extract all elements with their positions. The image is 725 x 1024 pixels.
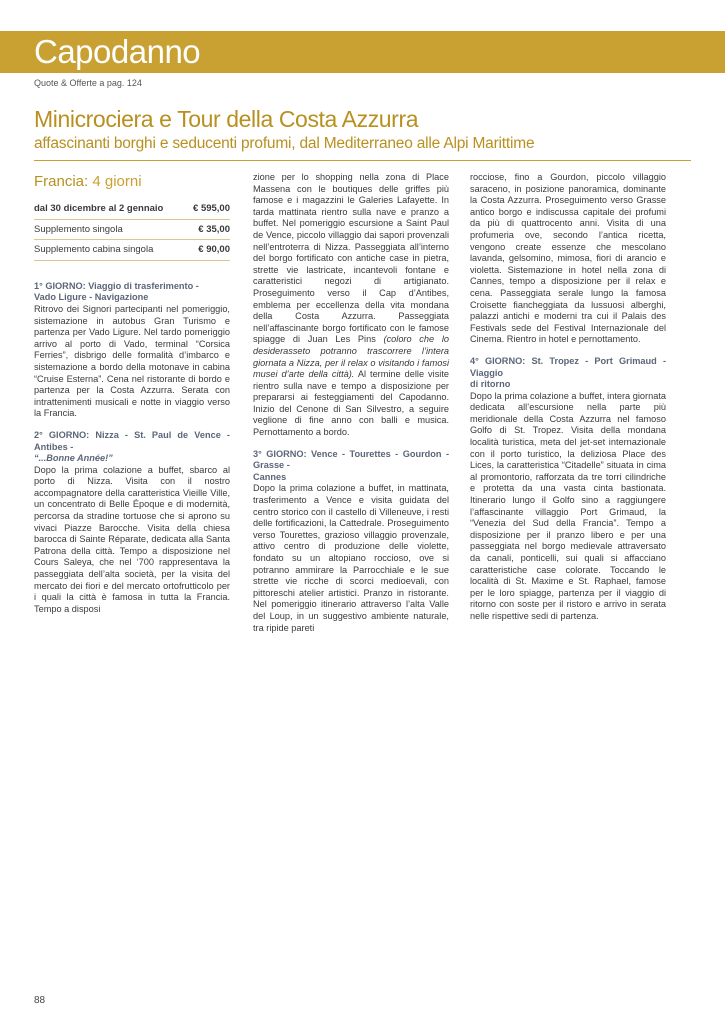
day-2-text-a-continued: zione per lo shopping nella zona di Place Massena con le boutiques delle griffes più famose e i magazzini le Galeries Lafayette. In tarda mattinata rientro sulla nave e pranzo a buffet. Nel pomeriggio escursione a Saint Paul de Vence, piccolo villaggio dai sapori provenzali nell’entroterra di Nizza. Passeggiata all’interno del borgo fortificato con antiche case in pietra, strette vie lastricate, incantevoli fontane e caratteristici negozi di artigianato. Proseguimento verso il Cap d’Antibes, emblema per eccellenza della vita mondana della Costa Azzurra. Passeggiata nell’affascinante borgo fortificato con le famose spiagge di Juan Les Pins: [253, 172, 449, 345]
day-3-title-line-2: Cannes: [253, 471, 287, 482]
price-label: dal 30 dicembre al 2 gennaio: [34, 199, 186, 219]
column-2: [253, 172, 449, 634]
day-2-text-italic: (coloro che lo desiderasseto potranno trascorrere l’intera giornata a Nizza, per il relax o visitando i famosi musei d’arte della città).: [253, 334, 449, 380]
price-value: € 90,00: [186, 240, 230, 261]
day-2-text-part-1: [34, 465, 230, 669]
column-1: [34, 172, 230, 669]
price-row: [34, 199, 230, 219]
duration-value: 4 giorni: [92, 173, 142, 190]
day-3-text-part-1: Dopo la prima colazione a buffet, in mattinata, trasferimento a Vence e visita guidata del centro storico con il castello di Villeneuve, i resti delle fortificazioni, la Cattedrale. Proseguimento verso Tourettes, grazioso villaggio provenzale, attivo centro di produzione delle violette, fondato su un altopiano roccioso, ove si potranno ammirare la Parrocchiale e le sue strette vie ricche di scorci medioevali, con pittoreschi atelier artistici. Pranzo in ristorante. Nel pomeriggio itinerario attraverso l’alta Valle del Loup, in un suggestivo ambiente naturale, tra ripide pareti: [253, 483, 449, 633]
price-label: Supplemento singola: [34, 219, 186, 240]
price-table: [34, 199, 230, 261]
title-divider: [34, 160, 691, 161]
day-2-text-continued: [253, 172, 449, 439]
day-4-title-line-2: di ritorno: [470, 379, 511, 390]
page-number: 88: [34, 995, 46, 1006]
header-banner: [0, 31, 725, 73]
duration-heading: [34, 172, 230, 191]
day-4-title: [470, 356, 666, 391]
price-label: Supplemento cabina singola: [34, 240, 186, 261]
day-4-title-line-1: 4° GIORNO: St. Tropez - Port Grimaud - Viaggio: [470, 355, 666, 378]
price-value: € 595,00: [186, 199, 230, 219]
day-2-title-line-1: 2° GIORNO: Nizza - St. Paul de Vence - Antibes -: [34, 429, 230, 452]
day-2-text-b: Al termine delle visite rientro sulla nave e tempo a disposizione per prepararsi ai festeggiamenti del Capodanno. Inizio del Cenone di San Silvestro, a seguire veglione di fine anno con balli e musica. Pernottamento a bordo.: [253, 369, 449, 438]
day-2-text-a: Dopo la prima colazione a buffet, sbarco al porto di Nizza. Visita con il nostro accompagnatore della caratteristica Vieille Ville, un concentrato di Belle Époque e di modernità, percorsa da stradine tortuose che si aprono su vivaci Piazze Barocche. Visita della chiesa barocca di Sainte Réparate, dedicata alla Santa Patrona della città. Tempo a disposizione nel Cours Saleya, che nel ‘700 rappresentava la passeggiata dell’alta società, per la visita del mercato dei fiori e del mercato ortofrutticolo per i quali la città è famosa in tutta la Francia. Tempo a disposi: [34, 464, 230, 614]
day-3-title-line-1: 3° GIORNO: Vence - Tourettes - Gourdon - Grasse -: [253, 448, 449, 471]
tour-subtitle: affascinanti borghi e seducenti profumi, dal Mediterraneo alle Alpi Marittime: [34, 135, 535, 152]
tour-title: Minicrociera e Tour della Costa Azzurra: [34, 106, 419, 132]
quote-reference: Quote & Offerte a pag. 124: [34, 78, 142, 88]
day-1-title-line-2: Vado Ligure - Navigazione: [34, 292, 149, 303]
day-1-title-line-1: 1° GIORNO: Viaggio di trasferimento -: [34, 280, 199, 291]
duration-prefix: Francia:: [34, 173, 89, 190]
day-1-text: Ritrovo dei Signori partecipanti nel pomeriggio, sistemazione in autobus Gran Turismo e partenza per Vado Ligure. Nel tardo pomeriggio arrivo al porto di Vado, terminal “Corsica Ferries”, disbrigo delle formalità d’imbarco e sistemazione a bordo della motonave in cabina “Cruise Esterna”. Cena nel ristorante di bordo e partenza per la Costa Azzurra. Serata con intrattenimenti musicali e notte in viaggio verso la Francia.: [34, 303, 230, 419]
day-3-text-continued: rocciose, fino a Gourdon, piccolo villaggio saraceno, in posizione panoramica, dominante la Costa Azzurra. Proseguimento verso Grasse antico borgo e indiscussa capitale dei profumi da più di quattrocento anni. Visita di una profumeria ove, secondo l’antica ricetta, vengono create essenze che mescolano lavanda, gelsomino, mimosa, fiori di arancio e violetta. Sistemazione in hotel nella zona di Cannes, tempo a disposizione per il relax e cena. Passeggiata serale lungo la famosa Croisette fiancheggiata da lussuosi alberghi, palazzi antichi e moderni tra cui il Palais des Festivals sede del Festival Internazionale del Cinema. Rientro in hotel e pernottamento.: [470, 172, 666, 345]
price-row: [34, 219, 230, 240]
banner-title: Capodanno: [34, 33, 201, 70]
day-2-title-line-2: “...Bonne Année!”: [34, 453, 113, 464]
day-2-title: [34, 430, 230, 465]
price-value: € 35,00: [186, 219, 230, 240]
day-4-text: Dopo la prima colazione a buffet, intera giornata dedicata all’escursione nella parte più meridionale della Costa Azzurra nel famoso Golfo di St. Tropez. Visita della mondana località turistica, meta del jet-set internazionale con il porto turistico, la deliziosa Place des Lices, la caratteristica “Citadelle” situata in cima al promontorio, rafforzata da tre torri cilindriche e protetta da una vasta cinta bastionata. Itinerario lungo il Golfo sino a raggiungere l’affascinante villaggio Port Grimaud, la “Venezia del Sud della Francia”. Tempo a disposizione per il pranzo libero e per una passeggiata nel borgo medievale attraversato da canali, ponticelli, sui quali si affacciano caratteristiche case colorate. Toccando le località di St. Maxime e St. Raphael, famose per le loro spiagge, partenza per il viaggio di ritorno con soste per il ristoro e arrivo in serata nelle rispettive sedi di partenza.: [470, 390, 666, 621]
day-1-title: [34, 281, 230, 304]
column-3: [470, 172, 666, 623]
price-row: [34, 240, 230, 261]
day-3-title: [253, 449, 449, 484]
